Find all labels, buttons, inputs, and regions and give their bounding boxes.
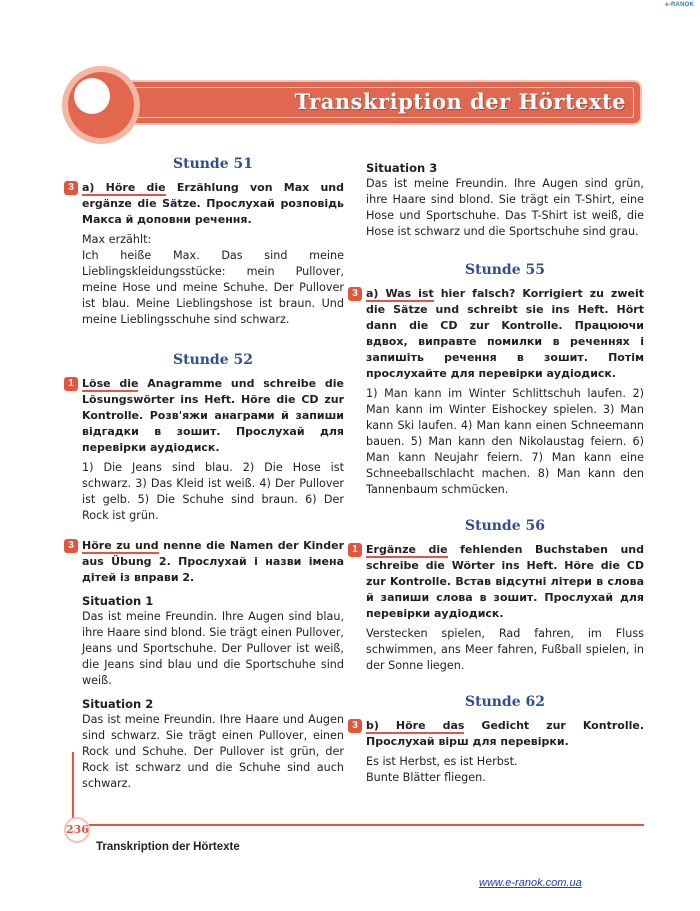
footer-title: Transkription der Hörtexte [96, 841, 240, 853]
text-paragraph: Ich heiße Max. Das sind meine Lieblingskleidungsstücke: mein Pullover, meine Hose und meine Schuhe. Der Pullover ist blau. Meine Lieblingshose ist braun. Und meine Lieblingsschuhe sind schwarz. [82, 249, 344, 326]
text-paragraph: Das ist meine Freundin. Ihre Augen sind blau, ihre Haare sind blond. Sie trägt einen Pullover, Jeans und Sportschuhe. Der Pullover ist weiß, die Jeans sind blau und die Sportschuhe sind weiß. [82, 610, 344, 687]
situation-heading: Situation 2 [82, 697, 154, 711]
left-margin-rule [72, 752, 74, 824]
task-number-badge: 3 [348, 287, 362, 301]
task-number-badge: 3 [64, 181, 78, 195]
text-paragraph: 1) Die Jeans sind blau. 2) Die Hose ist schwarz. 3) Das Kleid ist weiß. 4) Der Pullover ist gelb. 5) Die Schuhe sind braun. 6) Der Rock ist grün. [82, 461, 344, 522]
page-title: Transkription der Hörtexte [294, 89, 626, 114]
task-number-badge: 3 [64, 539, 78, 553]
stunde-51-heading: Stunde 51 [173, 156, 253, 172]
stunde-56-heading: Stunde 56 [465, 518, 545, 534]
stunde-52-heading: Stunde 52 [173, 352, 253, 368]
poem-line: Bunte Blätter fliegen. [366, 771, 486, 784]
task-number-badge: 1 [348, 543, 362, 557]
stunde-55-heading: Stunde 55 [465, 262, 545, 278]
task-instruction: 3 Höre zu und nenne die Namen der Kinder aus Übung 2. Прослухай і назви імена дітей із вправи 2. [82, 538, 344, 586]
task-number-badge: 3 [348, 719, 362, 733]
footer-divider [72, 824, 644, 826]
right-column [352, 160, 644, 786]
task-instruction: 3 a) Was ist hier falsch? Korrigiert zu zweit die Sätze und schreibt sie ins Heft. Hört dann die CD zur Kontrolle. Працюючи вдвох, виправте помилки в реченнях і запишіть речення в зошит. Потім прослухайте для перевірки аудіодиск. [366, 286, 644, 382]
publisher-link[interactable]: www.e-ranok.com.ua [479, 877, 582, 889]
task-instruction: 1 Löse die Anagramme und schreibe die Lösungswörter ins Heft. Höre die CD zur Kontrolle. Розв'яжи анаграми й запиши відгадки в зошит. Прослухай для перевірки аудіодиск. [82, 376, 344, 456]
situation-heading: Situation 3 [366, 161, 438, 175]
task-instruction: 3 a) Höre die Erzählung von Max und ergänze die Sätze. Прослухай розповідь Макса й доповни речення. [82, 180, 344, 228]
text-paragraph: Das ist meine Freundin. Ihre Haare und Augen sind schwarz. Sie trägt einen Pullover, einen Rock und Schuhe. Der Pullover ist grün, der Rock ist schwarz und die Schuhe sind auch schwarz. [82, 713, 344, 790]
left-column [68, 156, 344, 792]
stunde-62-heading: Stunde 62 [465, 694, 545, 710]
publisher-logo: e-RANOK [665, 2, 694, 8]
task-instruction: 1 Ergänze die fehlenden Buchstaben und schreibe die Wörter ins Heft. Höre die CD zur Kontrolle. Встав відсутні літери в слова й запиши слова в зошит. Прослухай для перевірки аудіодиск. [366, 542, 644, 622]
header-banner [90, 80, 642, 125]
task-instruction: 3 b) Höre das Gedicht zur Kontrolle. Прослухай вірш для перевірки. [366, 718, 644, 750]
text-paragraph: 1) Man kann im Winter Schlittschuh laufen. 2) Man kann im Winter Eishockey spielen. 3) Man kann Ski laufen. 4) Man kann einen Schneemann bauen. 5) Man kann den Nikolaustag feiern. 6) Man kann Neujahr feiern. 7) Man kann eine Schneeballschlacht machen. 8) Man kann den Tannenbaum schmücken. [366, 387, 644, 496]
poem-line: Es ist Herbst, es ist Herbst. [366, 755, 518, 768]
page-number: 236 [64, 817, 90, 843]
text-paragraph: Verstecken spielen, Rad fahren, im Fluss schwimmen, ans Meer fahren, Fußball spielen, in der Sonne liegen. [366, 627, 644, 672]
task-number-badge: 1 [64, 377, 78, 391]
situation-heading: Situation 1 [82, 594, 154, 608]
text-paragraph: Max erzählt: [82, 233, 152, 246]
text-paragraph: Das ist meine Freundin. Ihre Augen sind grün, ihre Haare sind blond. Sie trägt ein T-Shirt, eine Hose und Sportschuhe. Das T-Shirt ist weiß, die Hose ist schwarz und die Sportschuhe sind grau. [366, 177, 644, 238]
